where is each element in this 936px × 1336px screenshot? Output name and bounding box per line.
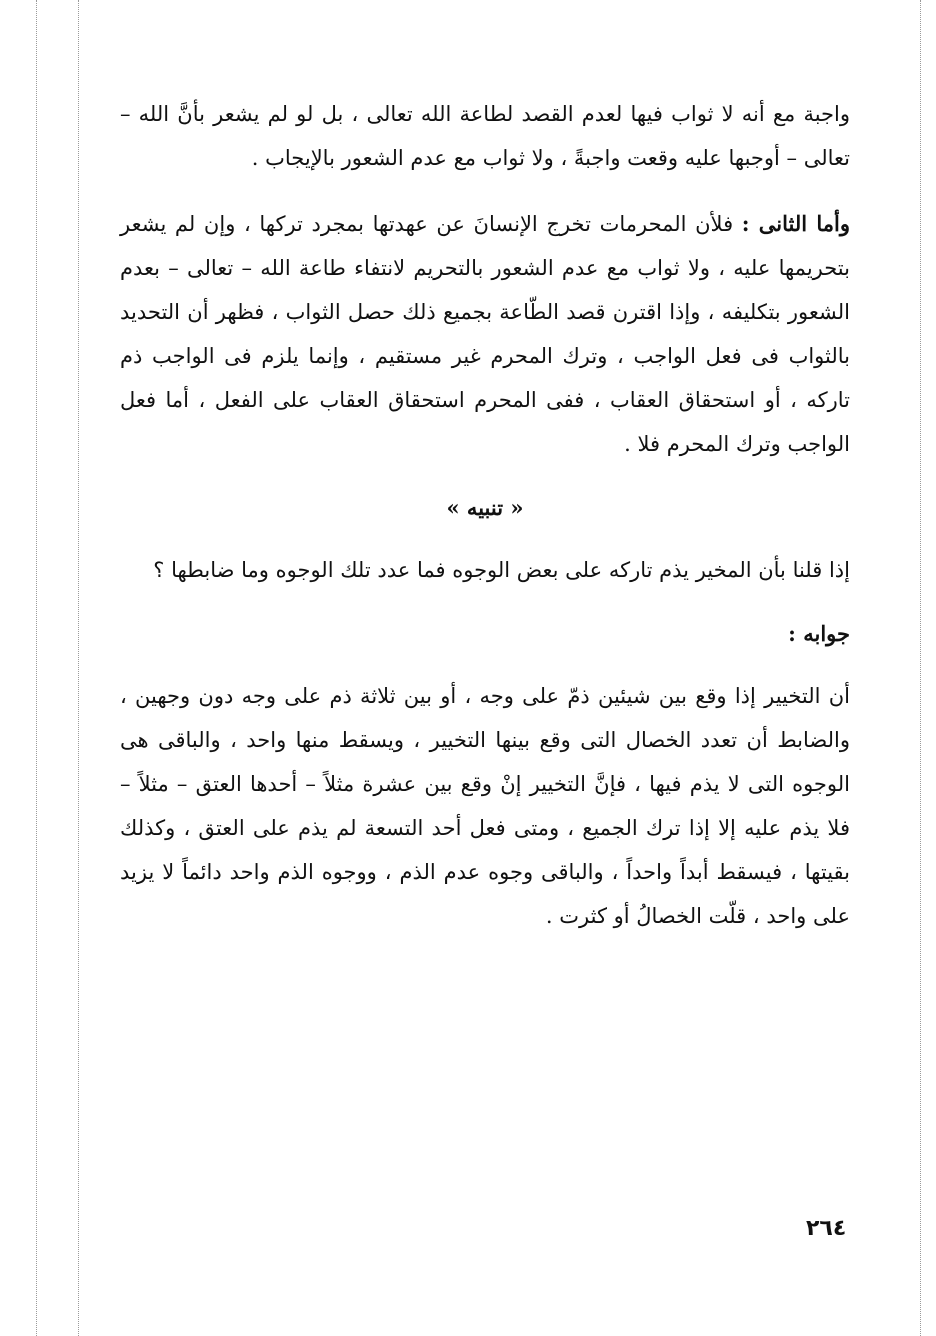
paragraph-2: [120, 202, 850, 466]
page-number: ٢٦٤: [806, 1216, 847, 1241]
scan-gutter-line: [920, 0, 921, 1336]
paragraph-2-lead: وأما الثانى :: [741, 211, 850, 236]
answer-label: جوابه :: [788, 621, 850, 646]
scan-gutter-line: [36, 0, 37, 1336]
paragraph-2-text: فلأن المحرمات تخرج الإنسانَ عن عهدتها بمجرد تركها ، وإن لم يشعر بتحريمها عليه ، ولا ثواب مع عدم الشعور بالتحريم لانتفاء طاعة الله – تعالى – بعدم الشعور بتكليفه ، وإذا اقترن قصد الطّاعة بجميع ذلك حصل الثواب ، فظهر أن التحديد بالثواب فى فعل الواجب ، وترك المحرم غير مستقيم ، وإنما يلزم فى الواجب ذم تاركه ، أو استحقاق العقاب ، ففى المحرم استحقاق العقاب على الفعل ، أما فعل الواجب وترك المحرم فلا .: [120, 212, 850, 456]
paragraph-1: واجبة مع أنه لا ثواب فيها لعدم القصد لطاعة الله تعالى ، بل لو لم يشعر بأنَّ الله – تعالى – أوجبها عليه وقعت واجبةً ، ولا ثواب مع عدم الشعور بالإيجاب .: [120, 102, 850, 170]
paragraph-4: أن التخيير إذا وقع بين شيئين ذمّ على وجه ، أو بين ثلاثة ذم على وجه دون وجهين ، والضابط أن تعدد الخصال التى وقع بينها التخيير ، ويسقط منها واحد ، والباقى هى الوجوه التى لا يذم فيها ، فإنَّ التخيير إنْ وقع بين عشرة مثلاً – أحدها العتق – مثلاً – فلا يذم عليه إلا إذا ترك الجميع ، ومتى فعل أحد التسعة لم يذم على العتق ، وكذلك بقيتها ، فيسقط أبداً واحداً ، والباقى وجوه عدم الذم ، ووجوه الذم واحد دائماً لا يزيد على واحد ، قلّت الخصالُ أو كثرت .: [120, 684, 850, 928]
scan-gutter-line: [78, 0, 79, 1336]
page-body: [120, 92, 850, 938]
section-title: « تنبيه »: [446, 495, 524, 520]
paragraph-3: إذا قلنا بأن المخير يذم تاركه على بعض الوجوه فما عدد تلك الوجوه وما ضابطها ؟: [153, 558, 850, 582]
